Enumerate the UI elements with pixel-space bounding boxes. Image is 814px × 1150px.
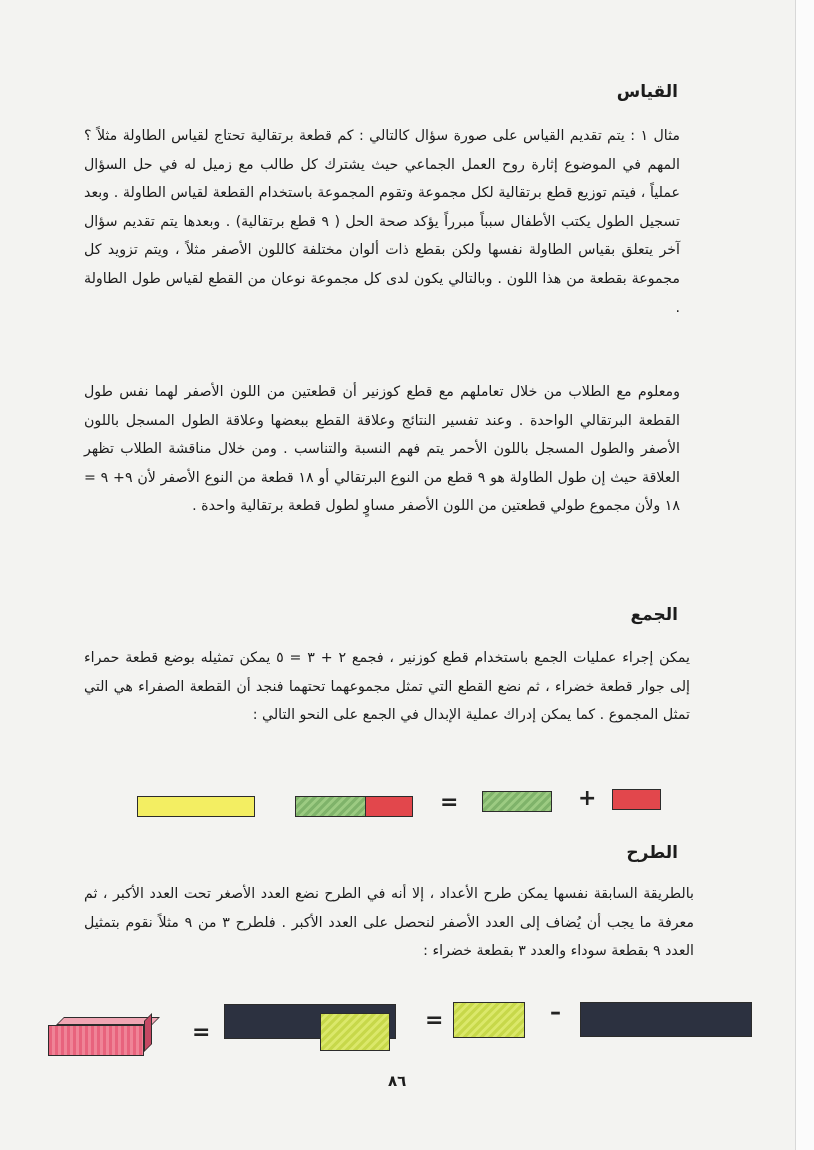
red-rod-2 bbox=[365, 796, 413, 817]
page-number: ٨٦ bbox=[388, 1072, 407, 1090]
yellow-rod-sum bbox=[137, 796, 255, 817]
plus-sign: + bbox=[578, 786, 597, 811]
page-edge bbox=[795, 0, 814, 1150]
equals-sign-subtraction-2: = bbox=[425, 1008, 444, 1033]
heading-addition: الجمع bbox=[630, 605, 678, 625]
paragraph-measurement-example: مثال ١ : يتم تقديم القياس على صورة سؤال كالتالي : كم قطعة برتقالية تحتاج لقياس الطاولة مثلاً ؟ المهم في الموضوع إثارة روح العمل الجماعي حيث يشترك كل طالب مع زميل له في حل السؤال عملياً ، فيتم توزيع قطع برتقالية لكل مجموعة وتقوم المجموعة باستخدام القطعة لقياس الطاولة . وبعد تسجيل الطول يكتب الأطفال سبباً مبرراً يؤكد صحة الحل ( ٩ قطع برتقالية) . وبعدها يتم تقديم سؤال آخر يتعلق بقياس الطاولة نفسها ولكن بقطع ذات ألوان مختلفة كاللون الأصفر مثلاً ، ويتم تزويد كل مجموعة بقطعة من هذا اللون . وبالتالي يكون لدى كل مجموعة نوعان من القطع لقياس طول الطاولة . bbox=[84, 128, 680, 316]
red-rod-2-single bbox=[612, 789, 661, 810]
heading-measurement: القياس bbox=[616, 82, 678, 102]
green-rod-3-single bbox=[482, 791, 552, 812]
black-rod-9 bbox=[580, 1002, 752, 1037]
minus-sign: – bbox=[550, 1000, 561, 1025]
equals-sign-subtraction-1: = bbox=[192, 1020, 211, 1045]
paragraph-measurement-ratio: ومعلوم مع الطلاب من خلال تعاملهم مع قطع كوزنير أن قطعتين من اللون الأصفر لهما نفس طول القطعة البرتقالي الواحدة . وعند تفسير النتائج وعلاقة القطع ببعضها وعلاقة الطول المسجل باللون الأصفر والطول المسجل باللون الأحمر يتم فهم النسبة والتناسب . ومن خلال مناقشة الطلاب تظهر العلاقة حيث إن طول الطاولة هو ٩ قطع من النوع البرتقالي أو ١٨ قطعة من النوع الأصفر لأن ٩+ ٩ = ١٨ ولأن مجموع طولي قطعتين من اللون الأصفر مساوٍ لطول قطعة برتقالية واحدة . bbox=[84, 384, 680, 515]
paragraph-subtraction: بالطريقة السابقة نفسها يمكن طرح الأعداد ، إلا أنه في الطرح نضع العدد الأصغر تحت العدد الأكبر ، ثم معرفة ما يجب أن يُضاف إلى العدد الأصفر لنحصل على العدد الأكبر . فلطرح ٣ من ٩ مثلاً نقوم بتمثيل العدد ٩ بقطعة سوداء والعدد ٣ بقطعة خضراء : bbox=[84, 886, 694, 960]
equals-sign-addition: = bbox=[440, 790, 459, 815]
paragraph-addition: يمكن إجراء عمليات الجمع باستخدام قطع كوزنير ، فجمع ٢ + ٣ = ٥ يمكن تمثيله بوضع قطعة حمراء إلى جوار قطعة خضراء ، ثم نضع القطع التي تمثل مجموعهما تحتهما فنجد أن القطعة الصفراء هي التي تمثل المجموع . كما يمكن إدراك عملية الإبدال في الجمع على النحو التالي : bbox=[84, 650, 690, 724]
lime-rod-3 bbox=[453, 1002, 525, 1038]
heading-subtraction: الطرح bbox=[626, 843, 678, 863]
pink-block-result bbox=[48, 1017, 158, 1057]
lime-rod-3-overlay bbox=[320, 1013, 390, 1051]
green-rod-3 bbox=[295, 796, 367, 817]
